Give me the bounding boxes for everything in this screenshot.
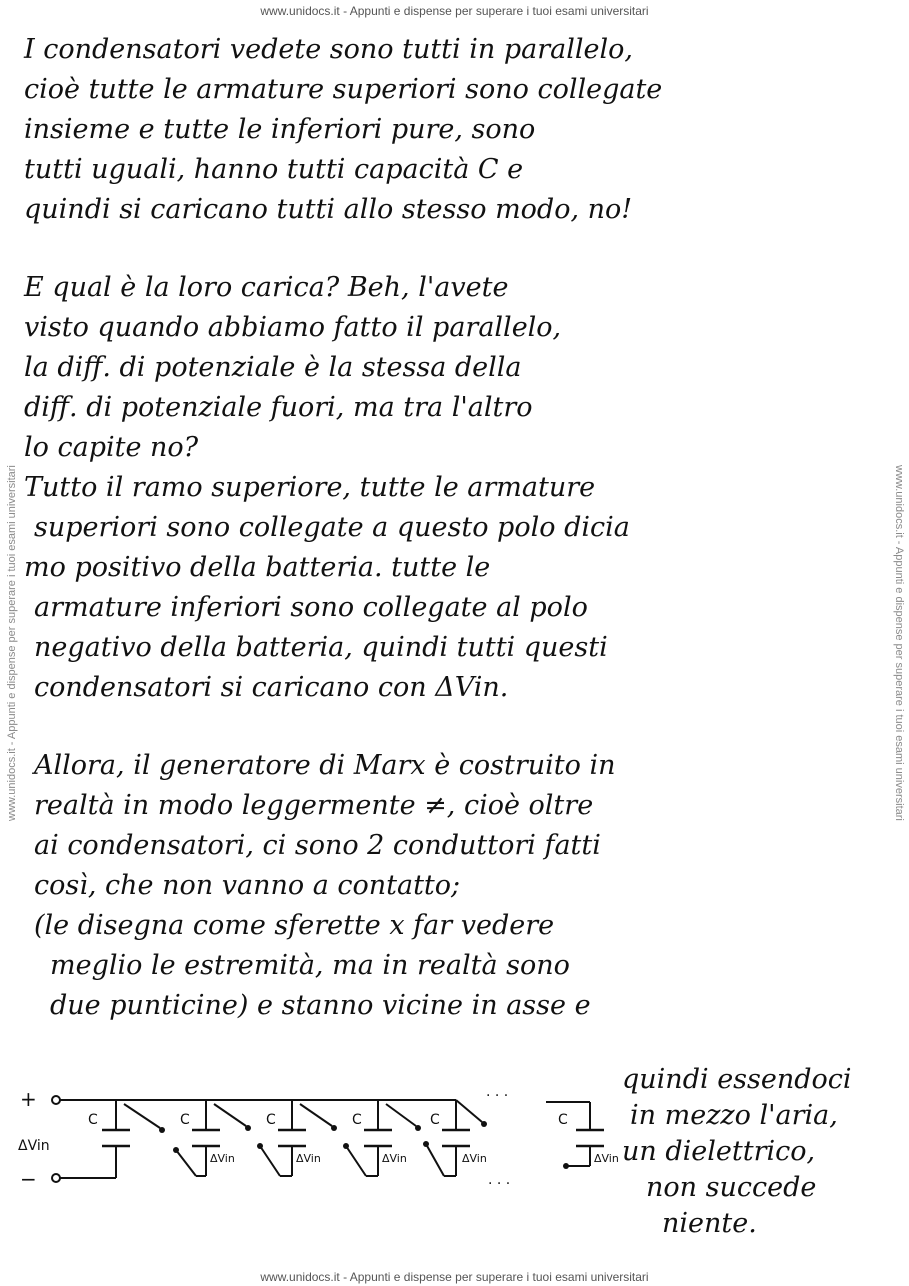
capacitor-1 [88,1100,130,1178]
spark-gap-conductor [124,1104,160,1128]
text-line: (le disegna come sferette x far vedere [34,910,555,941]
capacitor-label: C [558,1112,568,1128]
text-line: superiori sono collegate a questo polo dicia [34,512,630,543]
continuation-dots-top: · · · [486,1088,509,1104]
text-line: I condensatori vedete sono tutti in parallelo, [24,34,633,65]
watermark-bottom: www.unidocs.it - Appunti e dispense per superare i tuoi esami universitari [260,1270,649,1284]
capacitor-label: C [180,1112,190,1128]
text-line: visto quando abbiamo fatto il parallelo, [24,312,562,343]
text-line: lo capite no? [24,432,199,463]
text-line: mo positivo della batteria. tutte le [24,552,491,583]
capacitor-last [546,1102,619,1169]
text-line: ai condensatori, ci sono 2 conduttori fatti [34,830,601,861]
text-line: negativo della batteria, quindi tutti questi [34,632,608,663]
text-line: insieme e tutte le inferiori pure, sono [24,114,536,145]
plus-terminal [52,1096,60,1104]
spark-gap-conductor [300,1104,332,1126]
capacitor-label: C [88,1112,98,1128]
plus-terminal-label: + [20,1087,37,1111]
text-line: meglio le estremità, ma in realtà sono [50,950,570,981]
side-note [622,1062,902,1242]
text-line: quindi essendoci [622,1064,852,1095]
text-line: diff. di potenziale fuori, ma tra l'altro [24,392,533,423]
text-line: non succede [646,1172,817,1203]
watermark-left: www.unidocs.it - Appunti e dispense per superare i tuoi esami universitari [6,465,18,821]
spark-gap-conductor [176,1150,196,1176]
minus-terminal [52,1174,60,1182]
continuation-dots-bottom: · · · [488,1176,511,1190]
capacitor-label: C [266,1112,276,1128]
capacitor-label: C [352,1112,362,1128]
spark-gap-conductor [346,1146,366,1176]
handwritten-notes [24,30,886,1064]
text-line: armature inferiori sono collegate al polo [34,592,588,623]
spark-gap-sphere [415,1125,421,1131]
watermark-right: www.unidocs.it - Appunti e dispense per superare i tuoi esami universitari [893,465,905,821]
text-line: niente. [662,1208,757,1239]
spark-gap-sphere [331,1125,337,1131]
minus-terminal-label: − [20,1167,37,1190]
capacitor-voltage-label: ΔVin [296,1152,321,1165]
text-line: quindi si caricano tutti allo stesso modo, no! [24,194,633,225]
text-line: un dielettrico, [622,1136,816,1167]
text-line: realtà in modo leggermente ≠, cioè oltre [34,790,594,821]
spark-gap-sphere [481,1121,487,1127]
text-line: in mezzo l'aria, [630,1100,838,1131]
text-line: due punticine) e stanno vicine in asse e [50,990,591,1021]
text-line: condensatori si caricano con ΔVin. [34,672,509,703]
paragraph-marx-generator [24,746,886,1026]
text-line: tutti uguali, hanno tutti capacità C e [24,154,524,185]
text-line: la diff. di potenziale è la stessa della [24,352,522,383]
capacitor-3 [266,1100,321,1176]
text-line: Allora, il generatore di Marx è costruito in [34,750,616,781]
spark-gap-sphere [159,1127,165,1133]
text-line: così, che non vanno a contatto; [34,870,461,901]
spark-gap-conductor [386,1104,416,1126]
watermark-top: www.unidocs.it - Appunti e dispense per superare i tuoi esami universitari [260,4,649,18]
paragraph-parallel-capacitors [24,30,886,230]
input-voltage-label: ΔVin [18,1138,50,1154]
capacitor-voltage-label: ΔVin [382,1152,407,1165]
capacitor-voltage-label: ΔVin [462,1152,487,1165]
marx-generator-circuit [16,1080,626,1190]
text-line: cioè tutte le armature superiori sono collegate [24,74,663,105]
text-line: E qual è la loro carica? Beh, l'avete [24,272,509,303]
capacitor-label: C [430,1112,440,1128]
spark-gap-conductor [214,1104,246,1126]
spark-gap-sphere [245,1125,251,1131]
spark-gap-conductor [260,1146,280,1176]
text-line: Tutto il ramo superiore, tutte le armature [24,472,596,503]
capacitor-voltage-label: ΔVin [210,1152,235,1165]
paragraph-charge [24,268,886,708]
capacitor-4 [352,1100,407,1176]
spark-gap-conductor [456,1100,482,1122]
spark-gap-conductor [426,1144,444,1176]
capacitor-voltage-label: ΔVin [594,1152,619,1165]
